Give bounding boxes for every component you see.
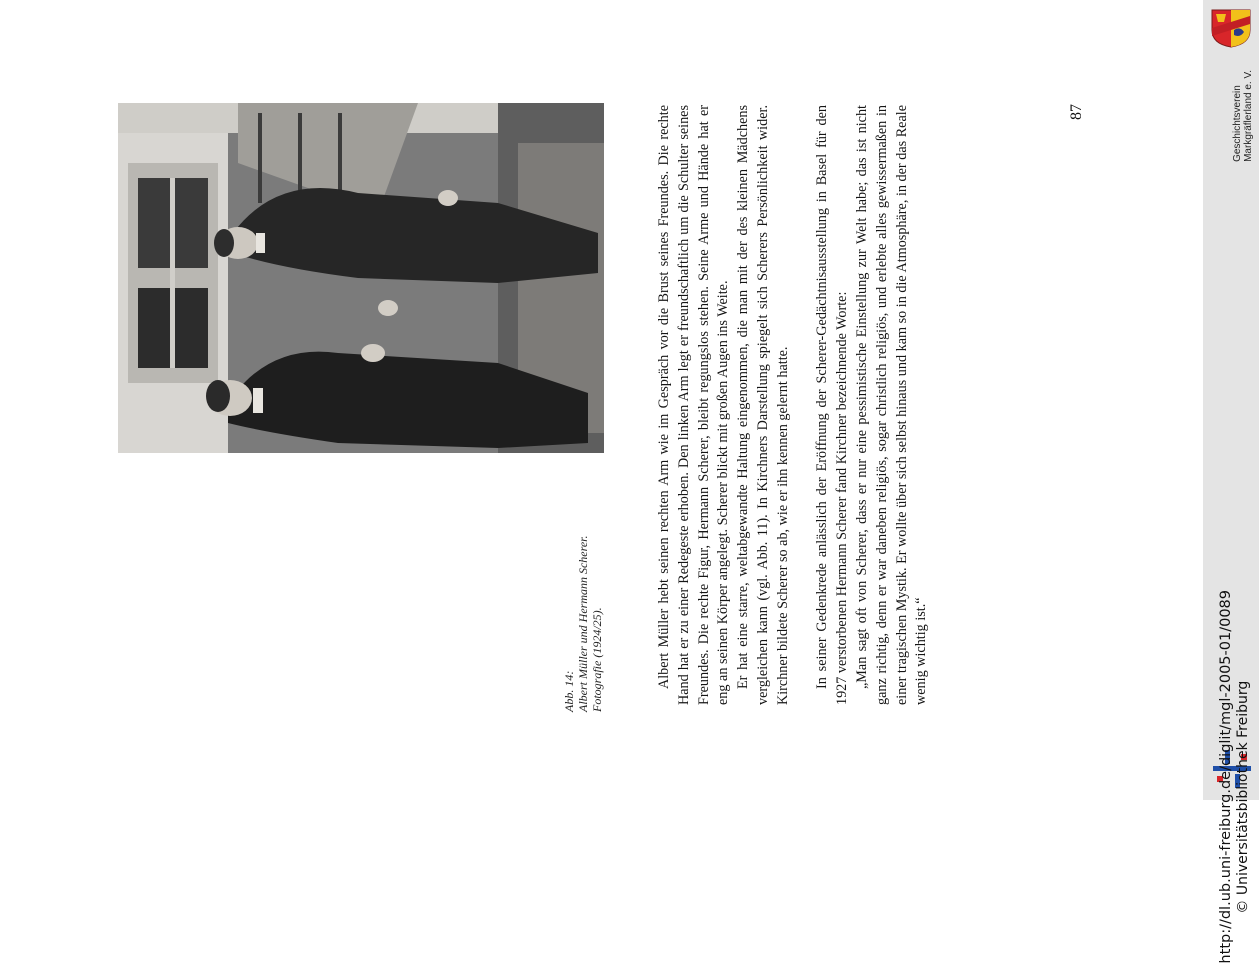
society-name <box>1232 70 1254 162</box>
article-text <box>655 105 932 705</box>
caption-title: Albert Müller und Hermann Scherer. <box>576 535 590 712</box>
caption-label: Abb. 14: <box>562 670 576 712</box>
paragraph-4: „Man sagt oft von Scherer, dass er nur eine pessimistische Einstellung zur Welt habe; das ist nicht ganz richtig, denn er war daneben religiös, sogar christlich religiös, und erlebte alles gewissermaßen in einer tragischen Mystik. Er wollte über sich selbst hinaus und kam so in die Atmosphäre, in der das Reale wenig wichtig ist.“ <box>853 105 930 705</box>
paragraph-3: In seiner Gedenkrede anlässlich der Eröffnung der Scherer-Gedächtnisausstellung in Basel für den 1927 verstorbenen Hermann Scherer fand Kirchner bezeichnende Worte: <box>814 105 851 705</box>
society-name-line1: Geschichtsverein <box>1232 85 1243 162</box>
paragraph-2: Er hat eine starre, weltabgewandte Haltung eingenommen, die man mit der des kleinen Mädchens vergleichen kann (vgl. Abb. 11). In Kirchners Darstellung spiegelt sich Scherers Persönlichkeit wider. Kirchner bildete Scherer so ab, wie er ihn kennen gelernt hatte. <box>735 105 791 705</box>
copyright: © Universitätsbibliothek Freiburg <box>1235 680 1251 914</box>
caption-source: Fotografie (1924/25). <box>590 607 604 712</box>
page-number: 87 <box>1068 104 1085 120</box>
paragraph-1: Albert Müller hebt seinen rechten Arm wie im Gespräch vor die Brust seines Freundes. Die rechte Hand hat er zu einer Redegeste erhoben. Den linken Arm legt er freundschaftlich um die Schulter seines Freundes. Die rechte Figur, Hermann Scherer, bleibt regungslos stehen. Seine Arme und Hände hat er eng an seinen Körper angelegt. Scherer blickt mit großen Augen ins Weite. <box>656 105 732 705</box>
figure-caption <box>562 512 612 712</box>
source-url-block <box>1218 590 1252 964</box>
source-url[interactable]: http://dl.ub.uni-freiburg.de/diglit/mgl-2005-01/0089 <box>1218 590 1234 964</box>
photograph-image <box>118 103 604 453</box>
society-name-line2: Markgräflerland e. V. <box>1243 70 1254 162</box>
society-crest-logo <box>1210 8 1252 48</box>
historic-photograph <box>118 103 604 453</box>
